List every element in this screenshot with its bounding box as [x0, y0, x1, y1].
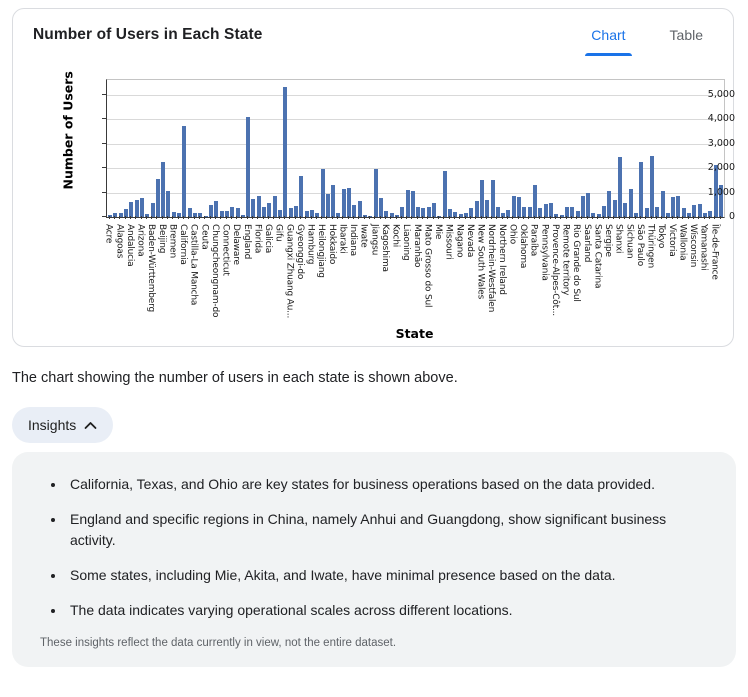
- insight-item: • England and specific regions in China, namely Anhui and Guangdong, show significant business activity.: [66, 509, 708, 551]
- bar: [374, 169, 378, 217]
- bar: [379, 198, 383, 217]
- x-tick-label: Hamburg: [305, 224, 316, 265]
- bar: [273, 196, 277, 217]
- y-tick-label: 0: [728, 211, 735, 222]
- bar: [246, 117, 250, 217]
- x-tick-label: Alagoas: [114, 224, 125, 259]
- bar: [607, 191, 611, 217]
- bar: [661, 191, 665, 217]
- bar: [129, 202, 133, 217]
- card-header: [13, 9, 733, 56]
- insight-item: • Some states, including Mie, Akita, and Iwate, have minimal presence based on the data.: [66, 565, 708, 586]
- chart-caption: The chart showing the number of users in each state is shown above.: [12, 370, 458, 386]
- bar: [182, 126, 186, 217]
- x-tick-label: Florida: [252, 224, 263, 254]
- x-tick-label: Ohio: [507, 224, 518, 244]
- x-tick-label: Andalucia: [124, 224, 135, 267]
- y-tick-mark: [102, 216, 106, 217]
- bar: [411, 191, 415, 217]
- tab-table-label: Table: [669, 27, 703, 43]
- x-tick-label: Nagano: [454, 224, 465, 258]
- bar: [251, 199, 255, 217]
- x-tick-label: São Paulo: [634, 224, 645, 267]
- x-tick-label: Santa Catarina: [592, 224, 603, 289]
- bar: [283, 87, 287, 217]
- y-axis-title: Number of Users: [60, 71, 76, 190]
- x-tick-label: Oklahoma: [518, 224, 529, 269]
- x-tick-label: Wisconsin: [688, 224, 699, 268]
- bar: [623, 203, 627, 217]
- bar: [613, 200, 617, 217]
- bar: [480, 180, 484, 217]
- bar: [517, 197, 521, 217]
- x-tick-label: Victoria: [666, 224, 677, 257]
- chevron-up-icon: [84, 421, 97, 430]
- y-tick-mark: [102, 143, 106, 144]
- x-tick-label: Galicia: [263, 224, 274, 254]
- bar: [629, 189, 633, 217]
- tab-table[interactable]: [664, 26, 709, 56]
- x-tick-label: Thüringen: [645, 224, 656, 268]
- x-tick-label: Île-de-France: [709, 224, 720, 280]
- x-tick-label: England: [241, 224, 252, 260]
- x-tick-label: Tokyo: [656, 224, 667, 249]
- bar: [166, 191, 170, 217]
- x-tick-label: Pennsylvania: [539, 224, 550, 281]
- x-axis-labels: [103, 219, 723, 329]
- y-tick-label: 1,000: [707, 186, 735, 198]
- x-tick-label: Bremen: [167, 224, 178, 259]
- x-tick-label: Heilongjiang: [316, 224, 327, 278]
- bar: [342, 189, 346, 217]
- insights-list: [40, 474, 708, 621]
- x-tick-label: Provence-Alpes-Côt...: [549, 224, 560, 316]
- bar: [406, 190, 410, 217]
- bars-container: [107, 80, 724, 217]
- bar: [491, 180, 495, 217]
- plot-area: [106, 79, 725, 218]
- bar: [512, 196, 516, 217]
- x-tick-label: Chungcheongnam-do: [209, 224, 220, 318]
- x-tick-label: Indiana: [348, 224, 359, 256]
- x-tick-label: New South Wales: [475, 224, 486, 300]
- y-tick-mark: [102, 167, 106, 168]
- bar: [549, 203, 553, 217]
- x-tick-label: Delaware: [231, 224, 242, 265]
- bar: [321, 169, 325, 217]
- bar: [485, 200, 489, 217]
- x-tick-label: Nordrhein-Westfalen: [486, 224, 497, 313]
- x-tick-label: Gyeonggi-do: [294, 224, 305, 280]
- bar: [156, 179, 160, 217]
- bar: [533, 185, 537, 217]
- bar: [650, 156, 654, 217]
- x-axis-title: State: [395, 326, 434, 341]
- x-tick-label: Connecticut: [220, 224, 231, 276]
- y-tick-label: 5,000: [707, 89, 735, 100]
- bar: [214, 201, 218, 217]
- x-tick-label: Remote territory: [560, 224, 571, 296]
- x-tick-label: Missouri: [443, 224, 454, 260]
- insights-panel: [12, 452, 736, 667]
- x-tick-label: Paraíba: [528, 224, 539, 257]
- bar: [267, 203, 271, 217]
- bar: [671, 197, 675, 217]
- x-tick-label: Jiangsu: [369, 224, 380, 256]
- bar: [299, 176, 303, 217]
- x-tick-label: Sichuan: [624, 224, 635, 259]
- y-tick-label: 3,000: [707, 137, 735, 149]
- bar: [151, 203, 155, 217]
- x-tick-label: Rio Grande do Sul: [571, 224, 582, 302]
- bar: [618, 157, 622, 217]
- bar: [581, 196, 585, 217]
- y-tick-label: 4,000: [707, 113, 735, 125]
- x-tick-label: Kagoshima: [379, 224, 390, 272]
- x-tick-label: Ibaraki: [337, 224, 348, 254]
- x-tick-label: Iwate: [358, 224, 369, 248]
- x-tick-label: Northern Ireland: [496, 224, 507, 295]
- insight-item: • California, Texas, and Ohio are key states for business operations based on the data provided.: [66, 474, 708, 495]
- y-tick-mark: [102, 118, 106, 119]
- tab-chart-label: Chart: [591, 27, 626, 43]
- insights-toggle-button[interactable]: [12, 407, 113, 443]
- bar: [639, 162, 643, 217]
- active-tab-underline: [585, 53, 631, 56]
- x-tick-label: Beijing: [156, 224, 167, 254]
- x-tick-label: Baden-Württemberg: [146, 224, 157, 312]
- x-tick-label: Acre: [103, 224, 114, 244]
- bar: [257, 196, 261, 217]
- bar: [443, 171, 447, 217]
- x-tick-label: Castilla-La Mancha: [188, 224, 199, 306]
- y-tick-mark: [102, 94, 106, 95]
- x-tick-label: Sergipe: [603, 224, 614, 257]
- x-tick-label: Gifu: [273, 224, 284, 242]
- bar: [432, 203, 436, 217]
- tab-bar: [585, 26, 709, 56]
- page-title: Number of Users in Each State: [33, 26, 263, 43]
- bar: [161, 162, 165, 217]
- x-tick-label: Nevada: [464, 224, 475, 258]
- bar: [475, 201, 479, 217]
- x-tick-label: Guangxi Zhuang Au...: [284, 224, 295, 319]
- x-tick-label: Saarland: [581, 224, 592, 263]
- x-tick-label: Ceuta: [199, 224, 210, 250]
- bar-chart-figure: [45, 69, 735, 347]
- bar: [140, 198, 144, 217]
- x-tick-label: Mie: [433, 224, 444, 240]
- y-tick-label: 2,000: [707, 162, 735, 174]
- insight-item: • The data indicates varying operational scales across different locations.: [66, 600, 708, 621]
- x-tick-label: Mato Grosso do Sul: [422, 224, 433, 308]
- bar: [135, 200, 139, 217]
- insights-button-label: Insights: [28, 417, 77, 433]
- x-tick-label: Yamanashi: [698, 224, 709, 271]
- x-tick-label: California: [178, 224, 189, 265]
- x-tick-label: Hokkaido: [326, 224, 337, 265]
- chart-card: [12, 8, 734, 347]
- insights-footnote: These insights reflect the data currently in view, not the entire dataset.: [40, 637, 397, 649]
- x-tick-label: Shanxi: [613, 224, 624, 254]
- y-tick-mark: [102, 192, 106, 193]
- x-tick-label: Maranhão: [411, 224, 422, 268]
- bar: [676, 196, 680, 217]
- x-tick: [717, 219, 722, 329]
- x-tick-label: Liaoning: [401, 224, 412, 261]
- x-tick-label: Wallonia: [677, 224, 688, 261]
- bar: [586, 193, 590, 217]
- bar: [326, 194, 330, 217]
- bar: [347, 188, 351, 217]
- tab-chart[interactable]: [585, 26, 631, 56]
- x-tick-label: Arizona: [135, 224, 146, 257]
- bar: [358, 201, 362, 217]
- bar: [331, 185, 335, 217]
- x-tick-label: Kochi: [390, 224, 401, 248]
